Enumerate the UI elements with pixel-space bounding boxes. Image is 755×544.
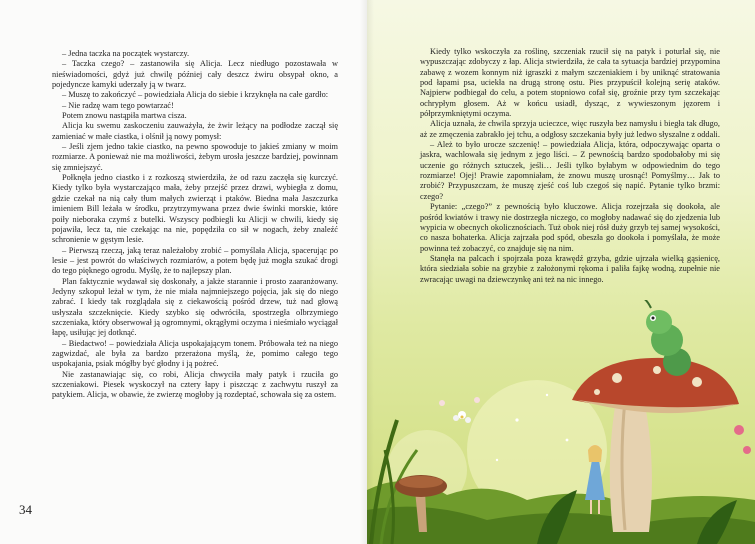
- paragraph: Stanęła na palcach i spojrzała poza krawędź grzyba, gdzie ujrzała wielką gąsienicę, która siedziała sobie na grzybie z założonymi rękoma i paliła fajkę wodną, zupełnie nie zwracając uwagi na dziewczynkę ani też na nic innego.: [420, 253, 720, 284]
- paragraph: – Muszę to zakończyć – powiedziała Alicja do siebie i krzyknęła na całe gardło:: [62, 90, 329, 100]
- paragraph: – Ależ to było urocze szczenię! – powiedziała Alicja, która, odpoczywając oparta o jaskra, wachlowała się jednym z jego liści. – Z pewnością bardzo spodobałoby mi się uczenie go różnych sztuczek, jeśli… Jeśli tylko byłabym w odpowiednim do tego rozmiarze! Ojej! Prawie zapomniałam, że znowu muszę urosnąć! Pomyślmy… Jak to zrobić? Przypuszczam, że muszę zjeść coś lub czegoś się napić. Pytanie tylko brzmi: czego?: [420, 140, 720, 201]
- right-text-column: [420, 47, 720, 285]
- paragraph: Pytanie: „czego?” z pewnością było kluczowe. Alicja rozejrzała się dookoła, ale pośród kwiatów i trawy nie dostrzegła niczego, co mogłoby nadawać się do zjedzenia lub wypicia w obecnych okolicznościach. Tuż obok niej rósł duży grzyb tej samej wysokości, co nasza bohaterka. Alicja zajrzała pod spód, obeszła go dookoła i pomyślała, że może powinna też zobaczyć, co znajduje się na nim.: [420, 202, 720, 253]
- paragraph: Alicja ku swemu zaskoczeniu zauważyła, że żwir leżący na podłodze zaczął się zamieniać w małe ciastka, i olśnił ją nowy pomysł:: [52, 121, 338, 141]
- paragraph: Połknęła jedno ciastko i z rozkoszą stwierdziła, że od razu zaczęła się kurczyć. Kiedy tylko była wystarczająco mała, żeby przejść przez drzwi, wybiegła z domu, gdzie czekał na nią cały tłum małych zwierząt i ptaków. Biedna mała Jaszczurka imieniem Bill leżała w środku, przytrzymywana przez dwie świnki morskie, które poiły nieboraka czymś z butelki. Wszyscy podbiegli ku Alicji w chwili, kiedy się pojawiła, lecz ta, nie czekając na nie, popędziła co sił w nogach, żeby znaleźć schronienie w gęstym lesie.: [52, 173, 338, 245]
- paragraph: – Biedactwo! – powiedziała Alicja uspokajającym tonem. Próbowała też na niego zagwizdać, ale była za bardzo przerażona myślą, że, pomimo całego tego uspokajania, psiak mógłby być głodny i ją pożreć.: [52, 338, 338, 369]
- paragraph: – Jeśli zjem jedno takie ciastko, na pewno spowoduje to jakieś zmiany w moim rozmiarze. A ponieważ nie ma możliwości, żebym urosła jeszcze bardziej, powinnam się zmniejszyć.: [52, 142, 338, 172]
- paragraph: Nie zastanawiając się, co robi, Alicja chwyciła mały patyk i rzuciła go szczeniakowi. Piesek wyskoczył na cztery łapy i piszcząc z zachwytu ruszył za patykiem. Alicja, w obawie, że zwierzę mogłoby ją rozdeptać, schowała się za ostem.: [52, 369, 338, 400]
- paragraph: – Jedna taczka na początek wystarczy.: [62, 49, 190, 58]
- paragraph: – Nie radzę wam tego powtarzać!: [62, 100, 174, 110]
- book-gutter: [360, 0, 374, 544]
- page-number: 34: [19, 502, 32, 517]
- caterpillar-mushroom-illustration: [367, 300, 755, 544]
- paragraph: – Taczka czego? – zastanowiła się Alicja. Lecz niedługo pozostawała w nieświadomości, gdyż już chwilę później cały deszcz żwiru obsypał okno, a pojedyncze kamyki uderzały ją w twarz.: [52, 59, 338, 90]
- paragraph: – Pierwszą rzeczą, jaką teraz należałoby zrobić – pomyślała Alicja, spacerując po lesie – jest powrót do właściwych rozmiarów, a potem będę już mogła szukać drogi do tego pięknego ogrodu. Myślę, że to najlepszy plan.: [52, 245, 338, 276]
- paragraph: Alicja uznała, że chwila sprzyja ucieczce, więc ruszyła bez namysłu i biegła tak długo, aż ze zmęczenia zabrakło jej tchu, a odgłosy szczekania były już ledwo słyszalne z oddali.: [420, 119, 720, 139]
- paragraph: Plan faktycznie wydawał się doskonały, a jakże starannie i prosto zaaranżowany. Jedyny szkopuł leżał w tym, że nie miała najmniejszego pojęcia, jak się do niego zabrać. I kiedy tak rozglądała się z ciekawością pośród drzew, tuż nad głową usłyszała szczeknięcie. Kiedy szybko się odwróciła, spostrzegła olbrzymiego szczeniaka, który obserwował ją ogromnymi, okrągłymi oczyma i nieśmiało wyciągał łapę, usiłując jej dotknąć.: [52, 276, 338, 338]
- paragraph: Kiedy tylko wskoczyła za roślinę, szczeniak rzucił się na patyk i poturlał się, nie wypuszczając zdobyczy z łap. Alicja stwierdziła, że cała ta sytuacja bardziej przypomina zabawę z wozem konnym niż igraszki z małym szczeniakiem i by uniknąć stratowania pod łapami psa, uciekła na drugą stronę ostu. Pies przypuścił kolejną serię ataków. Najpierw podbiegał do celu, a potem stopniowo cofał się, groźnie przy tym szczekając ochrypłym głosem. Aż w końcu usiadł, dysząc, z wywieszonym jęzorem i półprzymkniętymi oczyma.: [420, 47, 720, 119]
- paragraph: Potem znowu nastąpiła martwa cisza.: [62, 111, 187, 121]
- left-text-column: [52, 49, 338, 401]
